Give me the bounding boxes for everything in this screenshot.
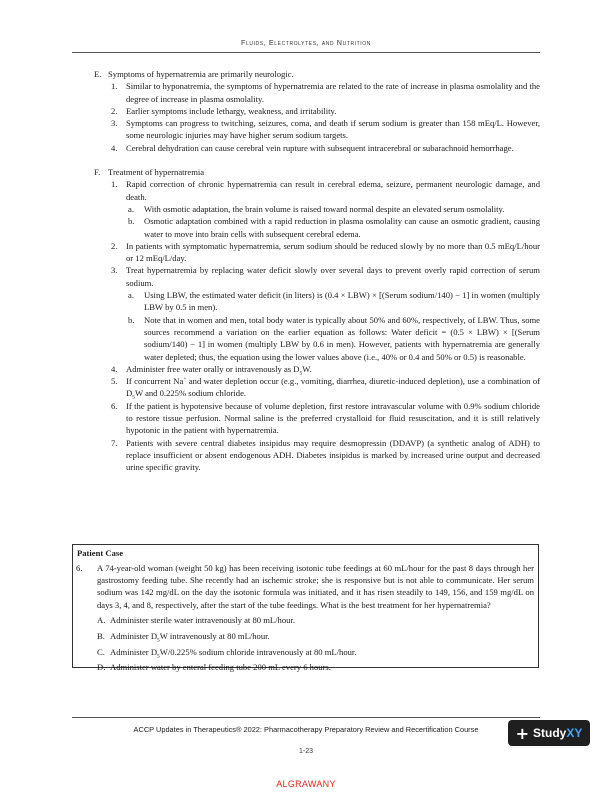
footer-text: ACCP Updates in Therapeutics® 2022: Pharmacotherapy Preparatory Review and Recertification Course	[133, 725, 479, 734]
list-item: 6. If the patient is hypotensive because of volume depletion, first restore intravascular volume with 0.9% sodium chloride to restore tissue perfusion. Normal saline is the preferred crystalloid for fluid resuscitation, and it is still relatively hypotonic in the patient with hypernatremia.	[111, 400, 540, 436]
answer-choice-a[interactable]: A. Administer sterile water intravenously at 80 mL/hour.	[97, 615, 295, 626]
list-item: 4. Cerebral dehydration can cause cerebral vein rupture with subsequent intracerebral or subarachnoid hemorrhage.	[111, 142, 514, 153]
list-item: 5. If concurrent Na+ and water depletion occur (e.g., vomiting, diarrhea, diuretic-induced depletion), use a combination of $D_5W$ and 0.225% sodium chloride.	[111, 376, 540, 402]
list-item: 2. Earlier symptoms include lethargy, weakness, and irritability.	[111, 105, 337, 116]
studyxy-badge[interactable]	[508, 720, 590, 746]
plus-icon: +	[515, 723, 530, 743]
page-number: 1-23	[298, 748, 313, 755]
list-item: 1. Rapid correction of chronic hypernatremia can result in cerebral edema, seizure, permanent neurologic damage, and death.	[111, 179, 540, 202]
footer-rule	[72, 717, 540, 718]
patient-case-box	[72, 544, 539, 673]
section-heading: Symptoms of hypernatremia are primarily neurologic.	[108, 69, 294, 79]
running-head: Fluids, Electrolytes, and Nutrition	[240, 38, 371, 47]
patient-case-title: Patient Case	[77, 548, 124, 558]
case-question: 6. A 74-year-old woman (weight 50 kg) has been receiving isotonic tube feedings at 60 mL/hour for the past 8 days through her gastrostomy feeding tube. She recently had an ischemic stroke; she is responsive but is not able to communicate. Her serum sodium was 142 mg/dL on the day the isotonic formula was initiated, and it has risen steadily to 149, 156, and 159 mg/dL on days 3, 4, and 8, respectively, after the start of the tube feedings. What is the best treatment for her hypernatremia?	[76, 563, 534, 610]
list-item: 2. In patients with symptomatic hypernatremia, serum sodium should be reduced slowly by no more than 0.5 mEq/L/hour or 12 mEq/L/day.	[111, 240, 540, 264]
header-rule	[72, 52, 540, 53]
section-mark: E.	[94, 69, 102, 79]
section-heading: Treatment of hypernatremia	[108, 167, 205, 178]
page-body	[0, 68, 612, 474]
list-item: 4. Administer free water orally or intravenously as $D_5W$.	[111, 363, 312, 377]
sub-item: a. With osmotic adaptation, the brain volume is raised toward normal despite an elevated serum osmolality.	[128, 203, 505, 214]
list-item: 1. Similar to hyponatremia, the symptoms of hypernatremia are related to the rate of increase in plasma osmolality and the degree of increase in plasma osmolality.	[111, 81, 540, 104]
watermark-text: ALGRAWANY	[276, 779, 336, 789]
brand-name: StudyXY	[533, 726, 583, 740]
answer-choice-c[interactable]: C. Administer $D_5W/0.225\%$ sodium chloride intravenously at 80 mL/hour.	[97, 646, 357, 660]
list-item: 3. Treat hypernatremia by replacing water deficit slowly over several days to prevent overly rapid correction of serum sodium.	[111, 265, 540, 288]
list-item: 7. Patients with severe central diabetes insipidus may require desmopressin (DDAVP) (a synthetic analog of ADH) to replace insufficient or absent endogenous ADH. Diabetes insipidus is marked by increased urine output and decreased urine specific gravity.	[111, 437, 540, 473]
section-f	[0, 166, 612, 473]
list-item: 3. Symptoms can progress to twitching, seizures, coma, and death if serum sodium is greater than 158 mEq/L. However, some neurologic injuries may have higher serum sodium targets.	[111, 118, 540, 141]
answer-choice-d[interactable]: D. Administer water by enteral feeding tube 200 mL every 6 hours.	[97, 662, 331, 673]
section-e	[0, 68, 612, 154]
sub-item: b. Note that in women and men, total body water is typically about 50% and 60%, respectively, of LBW. Thus, some sources recommend a variation on the earlier equation as follows: Water deficit = (0.5 × LBW) × [(Serum sodium/140) − 1] in women (multiply LBW by 0.6 in men). However, patients with hypernatremia are generally water depleted; thus, the equation using the lower values above (i.e., 40% or 0.4 and 50% or 0.5) is reasonable.	[128, 314, 540, 362]
sub-item: a. Using LBW, the estimated water deficit (in liters) is (0.4 × LBW) × [(Serum sodium/140) − 1] in women (multiply LBW by 0.5 in men).	[128, 290, 540, 313]
sub-item: b. Osmotic adaptation combined with a rapid reduction in plasma osmolality can cause an osmotic gradient, causing water to move into brain cells with subsequent cerebral edema.	[128, 216, 540, 239]
answer-choice-b[interactable]: B. Administer $D_5W$ intravenously at 80 mL/hour.	[97, 631, 270, 644]
section-mark: F.	[94, 167, 101, 178]
